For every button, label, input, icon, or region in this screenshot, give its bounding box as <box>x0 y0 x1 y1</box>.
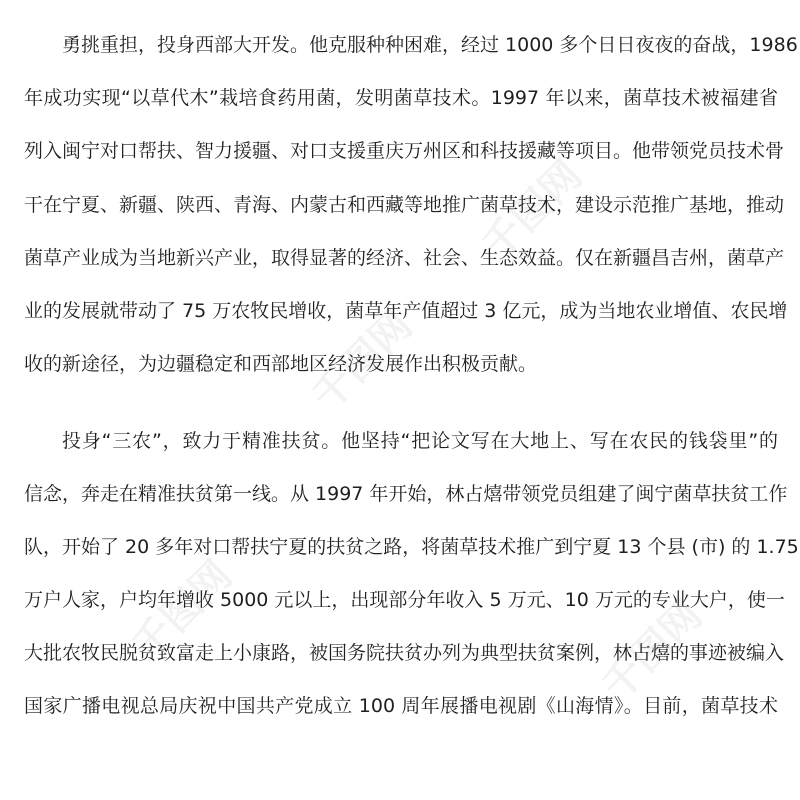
text-line: 投身“三农”，致力于精准扶贫。他坚持“把论文写在大地上、写在农民的钱袋里”的 <box>62 429 778 452</box>
text-line: 列入闽宁对口帮扶、智力援疆、对口支援重庆万州区和科技援藏等项目。他带领党员技术骨 <box>24 140 785 163</box>
text-line: 万户人家，户均年增收 5000 元以上，出现部分年收入 5 万元、10 万元的专业大户，使一 <box>24 589 785 612</box>
text-line: 勇挑重担，投身西部大开发。他克服种种困难，经过 1000 多个日日夜夜的奋战，1986 <box>62 34 798 56</box>
text-line: 年成功实现“以草代木”栽培食药用菌，发明菌草技术。1997 年以来，菌草技术被福建省 <box>24 87 778 110</box>
paragraph-spacer <box>24 402 778 425</box>
text-line: 干在宁夏、新疆、陕西、青海、内蒙古和西藏等地推广菌草技术，建设示范推广基地，推动 <box>24 193 785 216</box>
text-line: 队，开始了 20 多年对口帮扶宁夏的扶贫之路，将菌草技术推广到宁夏 13 个县 (市) 的 1.75 <box>24 535 799 558</box>
watermark: 千图网 <box>123 552 242 670</box>
text-line: 信念，奔走在精准扶贫第一线。从 1997 年开始，林占熺带领党员组建了闽宁菌草扶贫工作 <box>24 482 788 505</box>
text-line: 菌草产业成为当地新兴产业，取得显著的经济、社会、生态效益。仅在新疆昌吉州，菌草产 <box>24 246 785 269</box>
text-line: 业的发展就带动了 75 万农牧民增收，菌草年产值超过 3 亿元，成为当地农业增值、农民增 <box>24 299 788 322</box>
paragraph-western-development <box>24 30 798 379</box>
watermark: 千图网 <box>303 302 422 420</box>
text-line: 大批农牧民脱贫致富走上小康路，被国务院扶贫办列为典型扶贫案例，林占熺的事迹被编入 <box>24 642 785 665</box>
paragraph-poverty-alleviation <box>24 426 799 722</box>
watermark: 千图网 <box>473 152 592 270</box>
watermark: 千图网 <box>593 592 712 710</box>
text-line: 收的新途径，为边疆稳定和西部地区经济发展作出积极贡献。 <box>24 353 538 376</box>
text-line: 国家广播电视总局庆祝中国共产党成立 100 周年展播电视剧《山海情》。目前，菌草技术 <box>24 695 778 718</box>
